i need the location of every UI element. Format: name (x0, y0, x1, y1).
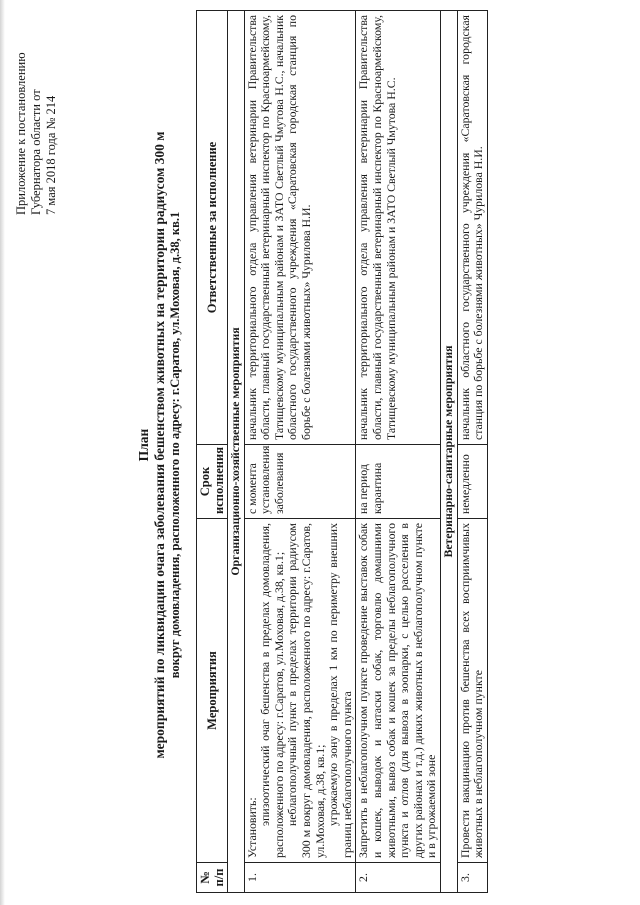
document-title (136, 45, 183, 845)
plan-title-line-2: вокруг домовладения, расположенного по адресу: г.Саратов, ул.Моховая, д.38, кв.1 (168, 211, 182, 679)
plan-heading: План (136, 428, 151, 462)
appendix-line-2: Губернатора области от (29, 89, 43, 215)
row-term: на период карантина (356, 445, 441, 519)
header-responsible: Ответственные за исполнение (197, 11, 228, 445)
row-measure: Провести вакцинацию против бешенства всех восприимчивых животных в неблагополучном пункте (457, 519, 487, 863)
section-title-org: Организационно-хозяйственные мероприятия (228, 11, 245, 893)
measure-paragraph: эпизоотический очаг бешенства в пределах домовладения, расположенного по адресу: г.Саратов, ул.Моховая, д.38, кв.1; (258, 523, 286, 858)
measure-intro: Установить: (244, 797, 259, 858)
header-term: Срок исполнения (197, 445, 228, 519)
table-row (457, 11, 487, 893)
row-number: 1. (244, 863, 356, 893)
appendix-line-3: 7 мая 2018 года № 214 (44, 95, 58, 215)
row-term: с момента установления заболевания (244, 445, 356, 519)
appendix-line-1: Приложение к постановлению (14, 52, 28, 215)
section-row-org (228, 11, 245, 893)
table-header-row (197, 11, 228, 893)
appendix-header (14, 15, 59, 215)
row-responsible: начальник территориального отдела управления ветеринарии Правительства области, главный государственный ветеринарный инспектор по Красноармейскому, Татищевскому муниципальным районам и ЗАТО Светлый Чмутова Н.С. (356, 11, 441, 445)
row-number: 3. (457, 863, 487, 893)
row-measure (244, 519, 356, 863)
scan-edge (0, 0, 5, 905)
row-term: немедленно (457, 445, 487, 519)
header-number: № п/п (197, 863, 228, 893)
plan-title-line-1: мероприятий по ликвидации очага заболевания бешенством животных на территории радиусом 300 м (152, 131, 167, 759)
section-title-vet: Ветеринарно-санитарные мероприятия (440, 11, 457, 893)
table-row (356, 11, 441, 893)
measure-paragraph: неблагополучный пункт в пределах территории радиусом 300 м вокруг домовладения, расположенного по адресу: г.Саратов, ул.Моховая, д.38, кв.1; (285, 523, 327, 858)
table-row (244, 11, 356, 893)
row-number: 2. (356, 863, 441, 893)
row-responsible: начальник областного государственного учреждения «Саратовская городская станция по борьбе с болезнями животных» Чурилова Н.И. (457, 11, 487, 445)
measure-paragraph: угрожаемую зону в пределах 1 км по периметру внешних границ неблагополучного пункта (326, 523, 354, 858)
measures-table (196, 10, 488, 893)
row-responsible: начальник территориального отдела управления ветеринарии Правительства области, главный государственный ветеринарный инспектор по Красноармейскому, Татищевскому муниципальным районам и ЗАТО Светлый Чмутова Н.С., начальник областного государственного учреждения «Саратовская городская станция по борьбе с болезнями животных» Чурилова Н.И. (244, 11, 356, 445)
header-measures: Мероприятия (197, 519, 228, 863)
section-row-vet (440, 11, 457, 893)
row-measure: Запретить в неблагополучном пункте проведение выставок собак и кошек, выводок и натаски собак, торговлю домашними животными, вывоз собак и кошек за пределы неблагополучного пункта и отлов (для вывоза в зоопарки, с целью расселения в других районах и т.д.) диких животных в неблагополучном пункте и в угрожаемой зоне (356, 519, 441, 863)
